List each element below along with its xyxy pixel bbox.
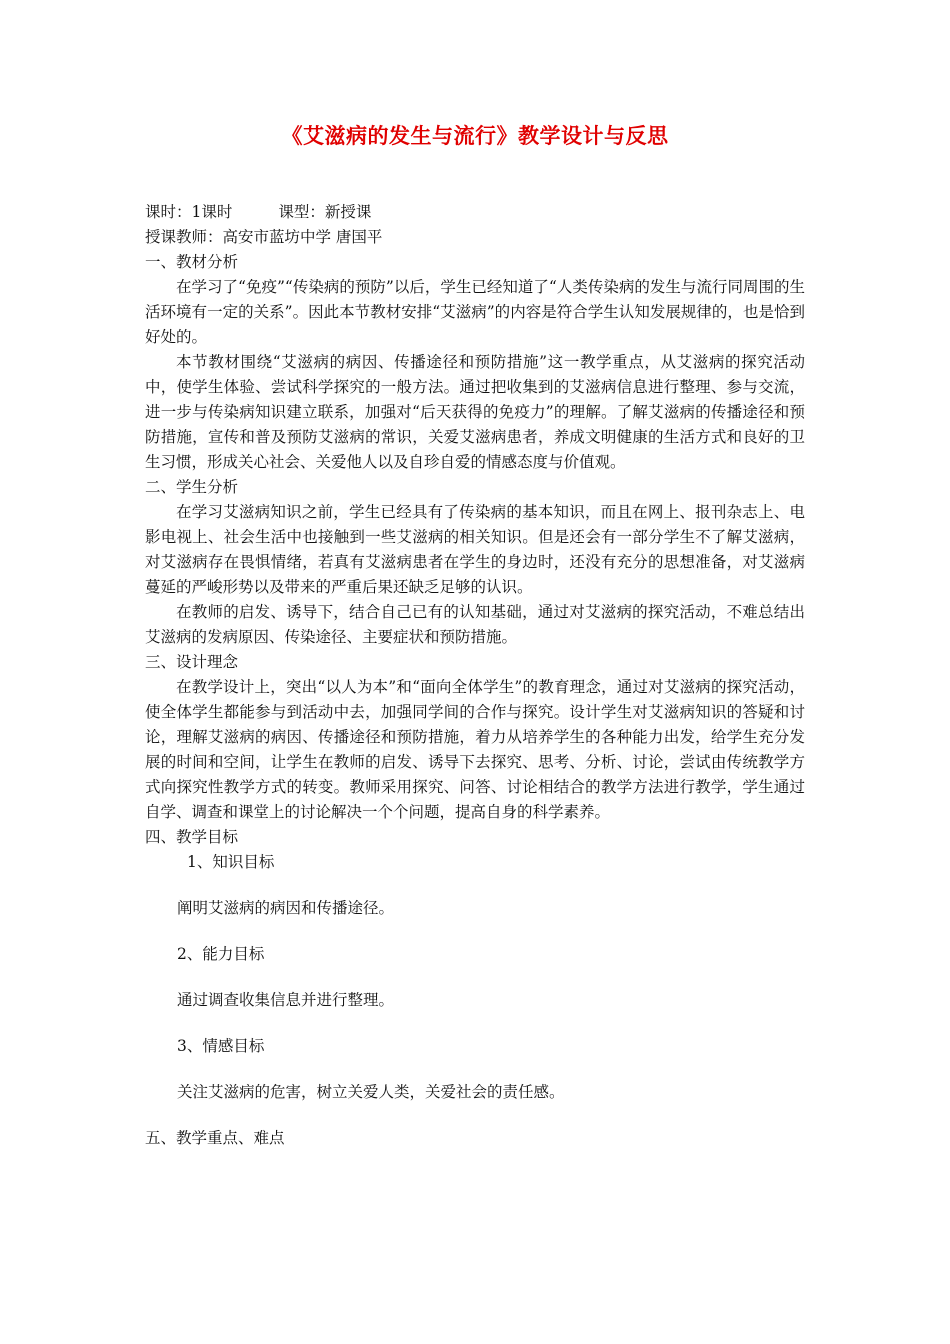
section-heading-teaching-goals: 四、教学目标 xyxy=(145,828,239,846)
section-heading-design-concept: 三、设计理念 xyxy=(145,653,239,671)
goal-knowledge-text: 阐明艾滋病的病因和传播途径。 xyxy=(177,899,395,917)
meta-line xyxy=(145,200,805,225)
document-body xyxy=(145,200,805,1151)
paragraph: 在学习了“免疫”“传染病的预防”以后，学生已经知道了“人类传染病的发生与流行同周围的生活环境有一定的关系”。因此本节教材安排“艾滋病”的内容是符合学生认知发展规律的，也是恰到好处的。 xyxy=(145,278,805,346)
lesson-teacher: 授课教师：高安市蓝坊中学 唐国平 xyxy=(145,228,383,246)
goal-knowledge-title: 1、知识目标 xyxy=(187,853,275,871)
goal-emotion-title: 3、情感目标 xyxy=(177,1037,265,1055)
paragraph: 在教学设计上，突出“以人为本”和“面向全体学生”的教育理念，通过对艾滋病的探究活动，使全体学生都能参与到活动中去，加强同学间的合作与探究。设计学生对艾滋病知识的答疑和讨论，理解艾滋病的病因、传播途径和预防措施，着力从培养学生的各种能力出发，给学生充分发展的时间和空间，让学生在教师的启发、诱导下去探究、思考、分析、讨论，尝试由传统教学方式向探究性教学方式的转变。教师采用探究、问答、讨论相结合的教学方法进行教学，学生通过自学、调查和课堂上的讨论解决一个个问题，提高自身的科学素养。 xyxy=(145,678,805,821)
goal-ability-text: 通过调查收集信息并进行整理。 xyxy=(177,991,395,1009)
paragraph: 在教师的启发、诱导下，结合自己已有的认知基础，通过对艾滋病的探究活动，不难总结出艾滋病的发病原因、传染途径、主要症状和预防措施。 xyxy=(145,603,805,646)
lesson-period: 课时：1课时 xyxy=(145,203,233,221)
paragraph: 在学习艾滋病知识之前，学生已经具有了传染病的基本知识，而且在网上、报刊杂志上、电影电视上、社会生活中也接触到一些艾滋病的相关知识。但是还会有一部分学生不了解艾滋病，对艾滋病存在畏惧情绪，若真有艾滋病患者在学生的身边时，还没有充分的思想准备，对艾滋病蔓延的严峻形势以及带来的严重后果还缺乏足够的认识。 xyxy=(145,503,805,596)
goal-emotion-text: 关注艾滋病的危害，树立关爱人类，关爱社会的责任感。 xyxy=(177,1083,565,1101)
lesson-type: 课型：新授课 xyxy=(278,203,372,221)
paragraph: 本节教材围绕“艾滋病的病因、传播途径和预防措施”这一教学重点，从艾滋病的探究活动中，使学生体验、尝试科学探究的一般方法。通过把收集到的艾滋病信息进行整理、参与交流，进一步与传染病知识建立联系，加强对“后天获得的免疫力”的理解。了解艾滋病的传播途径和预防措施，宣传和普及预防艾滋病的常识，关爱艾滋病患者，养成文明健康的生活方式和良好的卫生习惯，形成关心社会、关爱他人以及自珍自爱的情感态度与价值观。 xyxy=(145,353,805,471)
section-heading-textbook-analysis: 一、教材分析 xyxy=(145,253,239,271)
section-heading-student-analysis: 二、学生分析 xyxy=(145,478,239,496)
goal-ability-title: 2、能力目标 xyxy=(177,945,265,963)
section-heading-key-points: 五、教学重点、难点 xyxy=(145,1129,285,1147)
document-title: 《艾滋病的发生与流行》教学设计与反思 xyxy=(281,124,669,148)
